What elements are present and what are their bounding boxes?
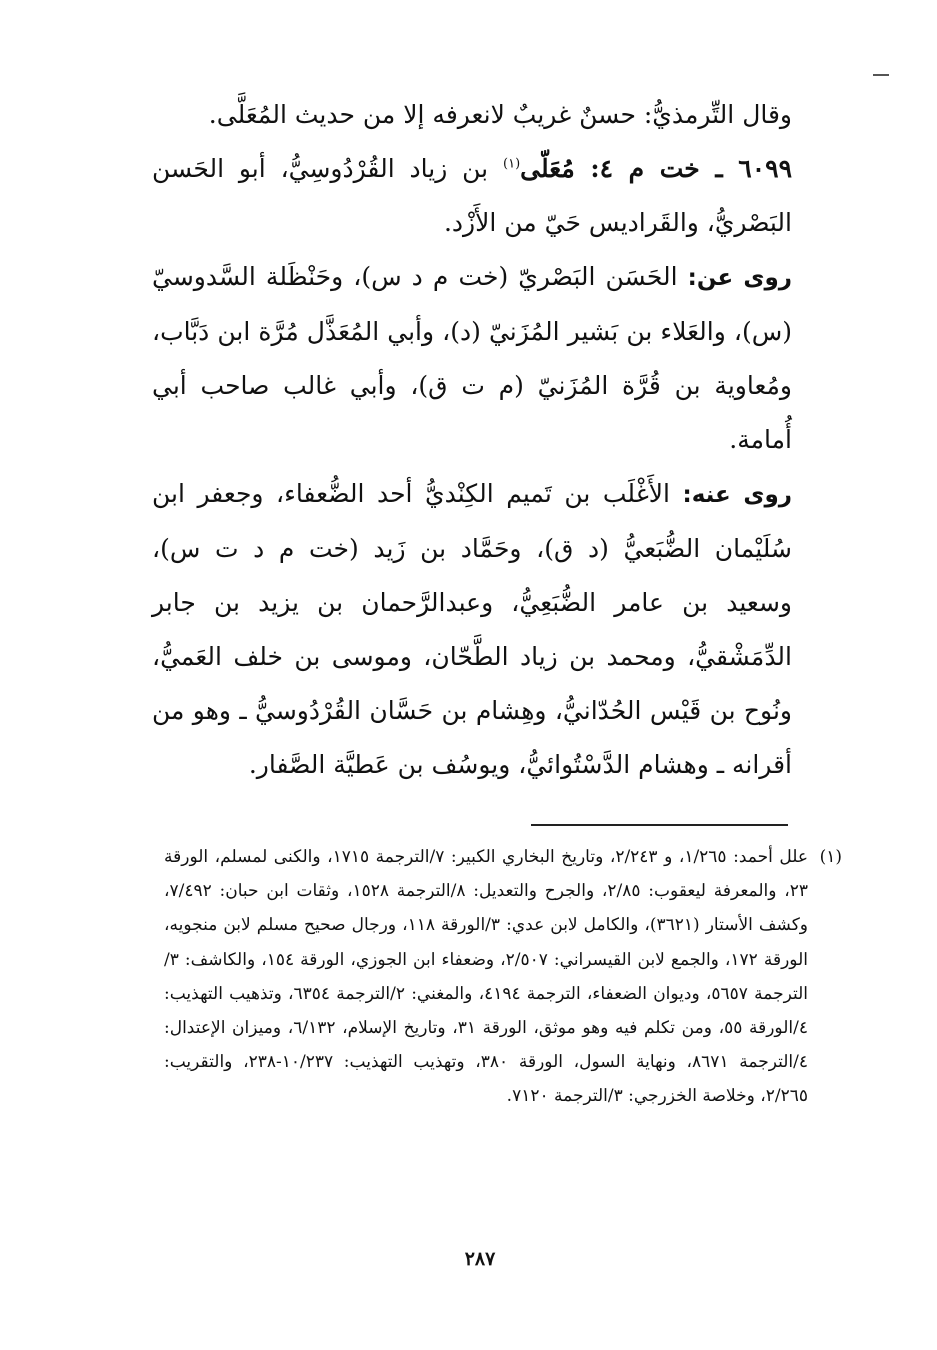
footnote [164, 840, 842, 1114]
narrated-by-list: الأَغْلَب بن تَميم الكِنْديُّ أحد الضُّعفاء، وجعفر ابن سُلَيْمان الضُّبَعيُّ (د ق)، وحَمَّاد بن زَيد (خت م د ت س)، وسعيد بن عامر الضُّبَعِيُّ، وعبدالرَّحمان بن يزيد بن جابر الدِّمَشْقيُّ، ومحمد بن زياد الطَّحّان، وموسى بن خلف العَميُّ، ونُوح بن قَيْس الحُدّانيُّ، وهِشام بن حَسَّان القُرْدُوسيُّ ـ وهو من أقرانه ـ وهشام الدَّسْتُوائيُّ، ويوسُف بن عَطيَّة الصَّفار. [152, 479, 792, 779]
tirmidhi-statement: وقال التِّرمذيُّ: حسنٌ غريبٌ لانعرفه إلا من حديث المُعَلَّى. [208, 100, 792, 129]
narrated-by-paragraph [152, 467, 792, 792]
narrator-lineage: بن زياد القُرْدُوسِيُّ، أبو الحَسن البَصْريُّ، والقَراديس حَيّ من الأَزْد. [152, 154, 792, 237]
entry-header [152, 142, 792, 250]
narrated-from-list: الحَسَن البَصْريّ (خت م د س)، وحَنْظَلة السَّدوسيّ (س)، والعَلاء بن بَشير المُزَنيّ (د)، وأبي المُعَذَّل مُرَّة ابن دَبَّاب، ومُعاوية بن قُرَّة المُزَنيّ (م ت ق)، وأبي غالب صاحب أبي أُمامة. [152, 262, 792, 454]
footnote-reference[interactable]: (١) [503, 156, 521, 172]
margin-tick-mark [873, 74, 889, 76]
footnote-separator [531, 824, 788, 826]
footnote-text: علل أحمد: ١/٢٦٥، و ٢/٢٤٣، وتاريخ البخاري الكبير: ٧/الترجمة ١٧١٥، والكنى لمسلم، الورقة ٢٣، والمعرفة ليعقوب: ٢/٨٥، والجرح والتعديل: ٨/الترجمة ١٥٢٨، وثقات ابن حبان: ٧/٤٩٢، وكشف الأستار (٣٦٢١)، والكامل لابن عدي: ٣/الورقة ١١٨، ورجال صحيح مسلم لابن منجويه، الورقة ١٧٢، والجمع لابن القيسراني: ٢/٥٠٧، وضعفاء ابن الجوزي، الورقة ١٥٤، والكاشف: ٣/الترجمة ٥٦٥٧، وديوان الضعفاء، الترجمة ٤١٩٤، والمغني: ٢/الترجمة ٦٣٥٤، وتذهيب التهذيب: ٤/الورقة ٥٥، ومن تكلم فيه وهو موثق، الورقة ٣١، وتاريخ الإسلام، ٦/١٣٢، وميزان الإعتدال: ٤/الترجمة ٨٦٧١، ونهاية السول، الورقة ٣٨٠، وتهذيب التهذيب: ١٠/٢٣٧-٢٣٨، والتقريب: ٢/٢٦٥، وخلاصة الخزرجي: ٣/الترجمة ٧١٢٠. [164, 847, 809, 1107]
narrator-name: مُعَلّى [520, 154, 591, 183]
footnote-number: (١) [819, 847, 842, 867]
narrated-by-label: روى عنه: [682, 482, 792, 508]
narrated-from-label: روى عن: [687, 265, 792, 291]
page-number: ٢٨٧ [464, 1248, 496, 1270]
entry-number: ٦٠٩٩ ـ خت م ٤: [590, 154, 792, 183]
narrated-from-paragraph [152, 250, 792, 467]
biography-entry [152, 88, 792, 792]
